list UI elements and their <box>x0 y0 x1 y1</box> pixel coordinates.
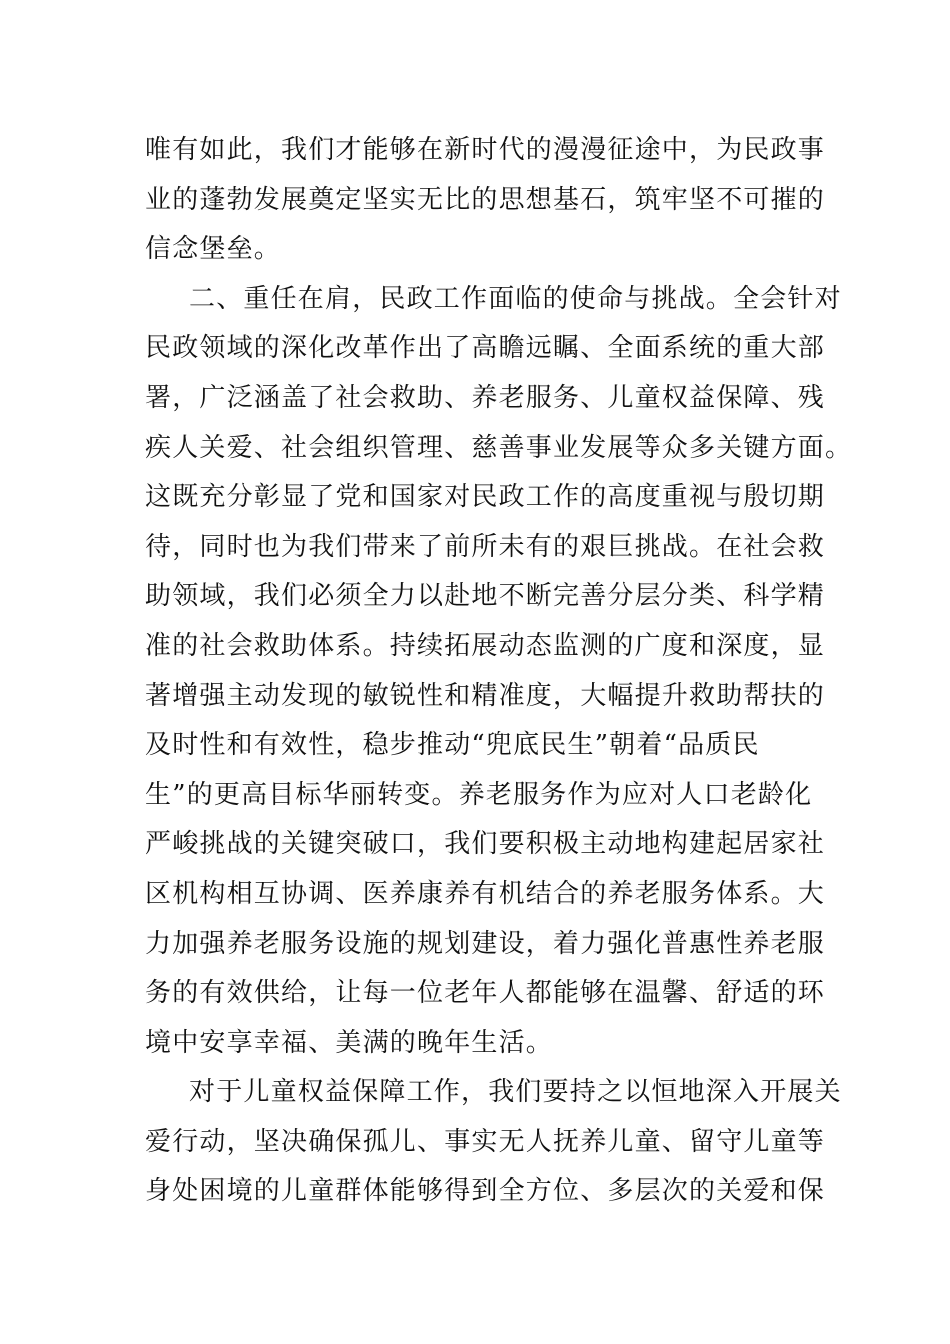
text-line: 及时性和有效性，稳步推动“兜底民生”朝着“品质民 <box>145 730 760 761</box>
text-line: 疾人关爱、社会组织管理、慈善事业发展等众多关键方面。 <box>145 432 853 463</box>
text-line: 严峻挑战的关键突破口，我们要积极主动地构建起居家社 <box>145 829 826 860</box>
text-line: 业的蓬勃发展奠定坚实无比的思想基石，筑牢坚不可摧的 <box>145 184 826 215</box>
text-line: 信念堡垒。 <box>145 234 282 265</box>
text-line: 区机构相互协调、医养康养有机结合的养老服务体系。大 <box>145 878 826 909</box>
text-line: 著增强主动发现的敏锐性和精准度，大幅提升救助帮扶的 <box>145 680 826 711</box>
text-line: 准的社会救助体系。持续拓展动态监测的广度和深度，显 <box>145 630 826 661</box>
text-line: 生”的更高目标华丽转变。养老服务作为应对人口老龄化 <box>145 779 813 810</box>
text-line: 民政领域的深化改革作出了高瞻远瞩、全面系统的重大部 <box>145 333 826 364</box>
text-line: 务的有效供给，让每一位老年人都能够在温馨、舒适的环 <box>145 978 826 1009</box>
text-line: 爱行动，坚决确保孤儿、事实无人抚养儿童、留守儿童等 <box>145 1126 826 1157</box>
text-line: 二、重任在肩，民政工作面临的使命与挑战。全会针对 <box>189 283 842 314</box>
document-body <box>145 126 853 1217</box>
text-line: 唯有如此，我们才能够在新时代的漫漫征途中，为民政事 <box>145 135 826 165</box>
text-line: 身处困境的儿童群体能够得到全方位、多层次的关爱和保 <box>145 1176 826 1207</box>
text-line: 力加强养老服务设施的规划建设，着力强化普惠性养老服 <box>145 928 826 959</box>
text-line: 境中安享幸福、美满的晚年生活。 <box>145 1027 554 1058</box>
text-line: 对于儿童权益保障工作，我们要持之以恒地深入开展关 <box>189 1077 842 1108</box>
text-line: 署，广泛涵盖了社会救助、养老服务、儿童权益保障、残 <box>145 382 826 413</box>
text-line: 这既充分彰显了党和国家对民政工作的高度重视与殷切期 <box>145 482 826 513</box>
text-line: 助领域，我们必须全力以赴地不断完善分层分类、科学精 <box>145 581 826 612</box>
text-line: 待，同时也为我们带来了前所未有的艰巨挑战。在社会救 <box>145 531 826 562</box>
